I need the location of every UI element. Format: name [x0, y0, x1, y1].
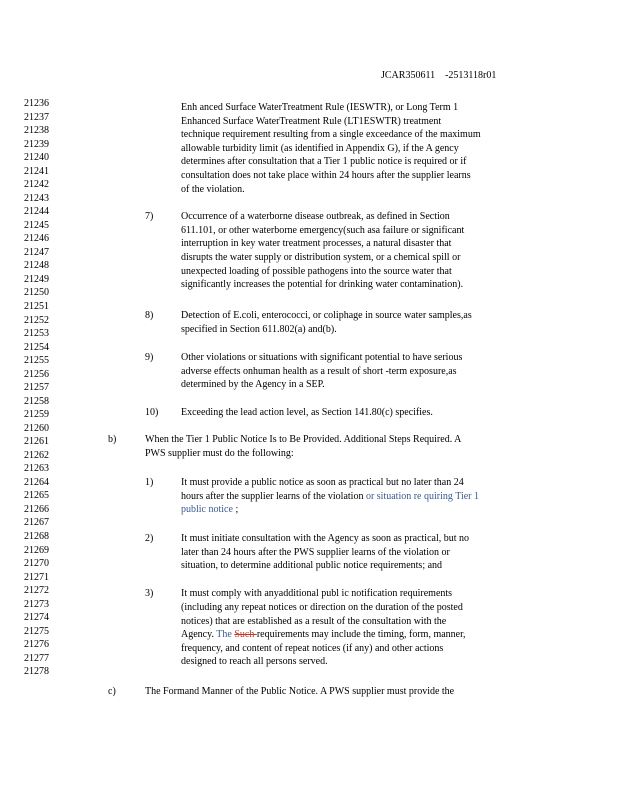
line-21265-end: ; — [235, 504, 239, 515]
line-21272-text: (including any repeat notices or direction on the duration of the posted — [181, 602, 463, 613]
line-21265-text — [181, 503, 238, 517]
line-number: 21243 — [24, 192, 49, 204]
line-number: 21266 — [24, 503, 49, 515]
line-number: 21277 — [24, 652, 49, 664]
line-number: 21260 — [24, 422, 49, 434]
line-number: 21245 — [24, 219, 49, 231]
line-number: 21238 — [24, 125, 49, 137]
line-21276-text: designed to reach all persons served. — [181, 656, 328, 667]
item-9-marker: 9) — [145, 352, 154, 363]
line-number: 21274 — [24, 612, 49, 624]
line-21242-text: of the violation. — [181, 184, 245, 195]
line-number: 21265 — [24, 490, 49, 502]
line-number: 21236 — [24, 98, 49, 109]
line-21267-text: It must initiate consultation with the Agency as soon as practical, but no — [181, 533, 469, 544]
line-number: 21271 — [24, 571, 49, 583]
line-21264-plain: hours after the supplier learns of the violation — [181, 491, 366, 502]
document-id: JCAR350611 — [381, 70, 436, 81]
line-21241-text: consultation does not take place within 24 hours after the supplier learns — [181, 170, 471, 181]
line-21278-text: The Formand Manner of the Public Notice. A PWS supplier must provide the — [145, 686, 455, 697]
line-number: 21249 — [24, 273, 49, 285]
item-8-marker: 8) — [145, 310, 154, 321]
item-b3-marker: 3) — [145, 588, 154, 599]
line-number: 21258 — [24, 395, 49, 407]
line-number: 21241 — [24, 165, 49, 177]
line-21240-text: determines after consultation that a Tier 1 public notice is required or if — [181, 156, 467, 167]
line-number: 21272 — [24, 585, 49, 597]
line-21261-text: PWS supplier must do the following: — [145, 448, 294, 459]
section-b-marker: b) — [108, 434, 117, 445]
line-number: 21247 — [24, 246, 49, 258]
line-number: 21244 — [24, 206, 49, 218]
line-21248-text: unexpected loading of possible pathogens into the source water that — [181, 266, 452, 277]
deleted-text: Such — [234, 629, 257, 640]
item-10-marker: 10) — [145, 407, 159, 418]
line-number: 21252 — [24, 314, 49, 326]
line-number: 21262 — [24, 449, 49, 461]
line-21244-text: Occurrence of a waterborne disease outbreak, as defined in Section — [181, 211, 450, 222]
section-c-marker: c) — [108, 686, 116, 697]
line-number: 21267 — [24, 517, 49, 529]
line-number: 21275 — [24, 625, 49, 637]
line-21236-text: Enh anced Surface WaterTreatment Rule (IESWTR), or Long Term 1 — [181, 102, 459, 113]
line-number: 21240 — [24, 152, 49, 164]
inserted-text: public notice — [181, 504, 236, 515]
line-number: 21246 — [24, 233, 49, 245]
line-21255-text: adverse effects onhuman health as a result of short -term exposure,as — [181, 366, 457, 377]
line-number: 21251 — [24, 300, 49, 312]
inserted-text: The — [216, 629, 235, 640]
line-number: 21242 — [24, 179, 49, 191]
line-number: 21237 — [24, 111, 49, 123]
line-number: 21255 — [24, 355, 49, 367]
document-header — [381, 70, 496, 81]
line-21251-text: Detection of E.coli, enterococci, or coliphage in source water samples,as — [181, 310, 472, 321]
line-21249-text: significantly increases the potential for drinking water contamination). — [181, 279, 464, 290]
line-21274-rest: requirements may include the timing, form, manner, — [256, 629, 466, 640]
line-21238-text: technique requirement resulting from a single exceedance of the maximum — [181, 129, 481, 140]
line-number: 21276 — [24, 639, 49, 651]
line-number: 21269 — [24, 544, 49, 556]
line-number: 21264 — [24, 476, 49, 488]
line-21252-text: specified in Section 611.802(a) and(b). — [181, 324, 337, 335]
line-number: 21239 — [24, 138, 49, 150]
line-21245-text: 611.101, or other waterborne emergency(such asa failure or significant — [181, 225, 465, 236]
item-b2-marker: 2) — [145, 533, 154, 544]
line-number: 21270 — [24, 558, 49, 569]
inserted-text: or situation re quiring Tier 1 — [365, 491, 480, 502]
line-number: 21263 — [24, 463, 49, 475]
line-number: 21257 — [24, 382, 49, 394]
line-number: 21253 — [24, 328, 49, 339]
line-21258-text: Exceeding the lead action level, as Section 141.80(c) specifies. — [181, 407, 433, 418]
line-number: 21259 — [24, 409, 49, 421]
item-b1-marker: 1) — [145, 477, 154, 488]
line-number: 21268 — [24, 531, 49, 542]
line-21246-text: interruption in key water treatment processes, a natural disaster that — [181, 238, 452, 249]
line-21264-text — [181, 490, 479, 504]
line-21269-text: situation, to determine additional public notice requirements; and — [181, 560, 443, 571]
line-number: 21273 — [24, 598, 49, 610]
line-21271-text: It must comply with anyadditional publ ic notification requirements — [181, 588, 453, 599]
line-number: 21250 — [24, 287, 49, 299]
line-21275-text: frequency, and content of repeat notices (if any) and other actions — [181, 643, 444, 654]
line-21256-text: determined by the Agency in a SEP. — [181, 379, 325, 390]
line-21239-text: allowable turbidity limit (as identified in Appendix G), if the A gency — [181, 143, 459, 154]
line-21273-text: notices) that are established as a result of the consultation with the — [181, 616, 447, 627]
line-21274-text — [181, 628, 466, 642]
line-21268-text: later than 24 hours after the PWS supplier learns of the violation or — [181, 547, 450, 558]
line-21237-text: Enhanced Surface WaterTreatment Rule (LT1ESWTR) treatment — [181, 116, 442, 127]
line-number: 21261 — [24, 436, 49, 448]
line-number: 21256 — [24, 368, 49, 380]
document-revision: -2513118r01 — [445, 70, 497, 81]
line-21254-text: Other violations or situations with significant potential to have serious — [181, 352, 463, 363]
line-21247-text: disrupts the water supply or distribution system, or a chemical spill or — [181, 252, 461, 263]
line-21263-text: It must provide a public notice as soon as practical but no later than 24 — [181, 477, 464, 488]
line-number: 21254 — [24, 341, 49, 353]
item-7-marker: 7) — [145, 211, 154, 222]
line-21260-text: When the Tier 1 Public Notice Is to Be Provided. Additional Steps Required. A — [145, 434, 462, 445]
line-number: 21248 — [24, 260, 49, 272]
line-number: 21278 — [24, 666, 49, 678]
line-21274-start: Agency. — [181, 629, 217, 640]
